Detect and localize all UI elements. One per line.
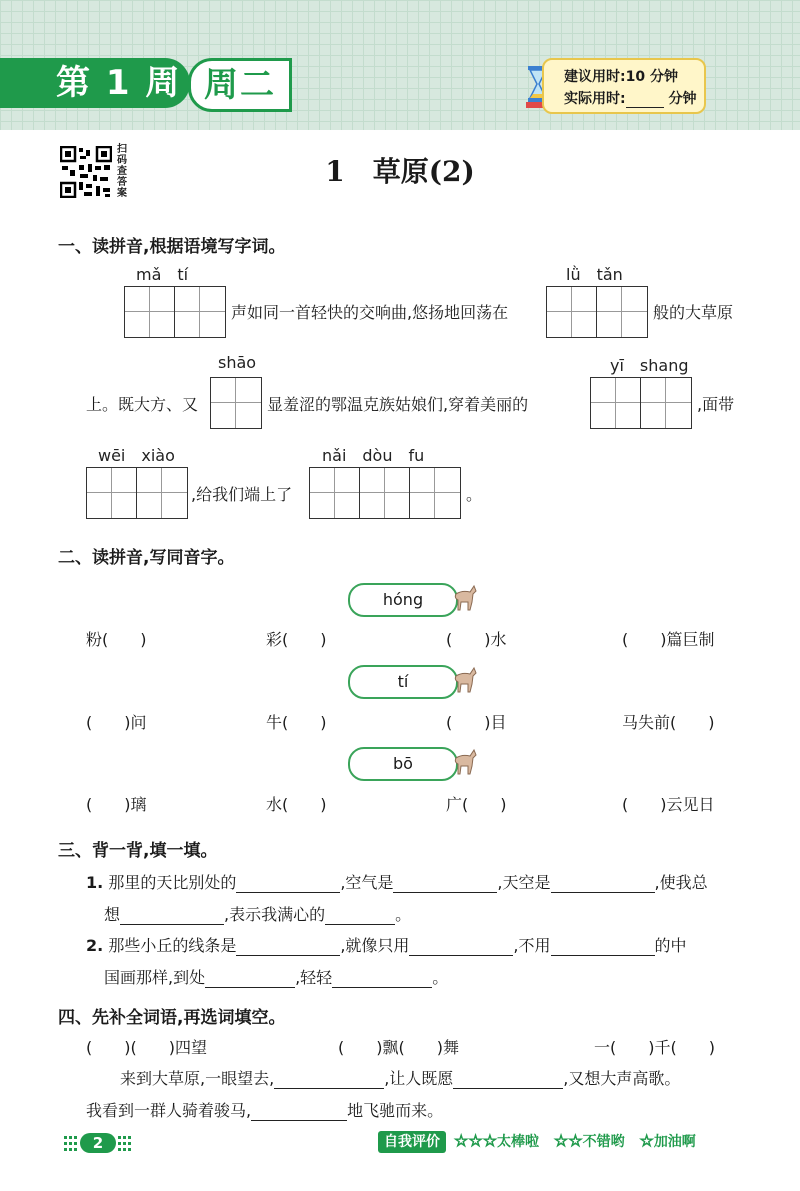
blank[interactable]: [274, 1072, 384, 1089]
section3-heading: 三、背一背,填一填。: [58, 841, 218, 861]
self-eval-label: 自我评价: [378, 1131, 446, 1153]
text-line2a: 上。既大方、又: [86, 395, 199, 414]
text-line3b: 。: [466, 485, 483, 504]
blank[interactable]: [251, 1104, 347, 1121]
idiom-item[interactable]: ( )( )四望: [86, 1038, 207, 1057]
blank[interactable]: [409, 939, 513, 956]
pinyin-naidoufu: nǎi dòu fu: [322, 446, 425, 465]
homophone-item[interactable]: 粉( ): [86, 630, 147, 649]
recite-q2-line2: 国画那样,到处 ,轻轻 。: [104, 968, 449, 987]
homophone-item[interactable]: 广( ): [446, 795, 507, 814]
pinyin-lvtan: lǜ tǎn: [566, 265, 623, 284]
star-icon: ☆☆: [553, 1131, 583, 1150]
section2-heading: 二、读拼音,写同音字。: [58, 548, 235, 568]
recite-q1-line2: 想 ,表示我满心的 。: [104, 905, 412, 924]
pinyin-pill-hong: hóng: [348, 583, 458, 617]
pinyin-pill-bo: bō: [348, 747, 458, 781]
actual-time: 实际用时: 分钟: [564, 91, 697, 107]
writing-grid-mati[interactable]: [124, 286, 226, 338]
time-box: [542, 58, 706, 114]
horse-icon: [450, 746, 480, 776]
horse-icon: [450, 582, 480, 612]
pinyin-shao: shāo: [218, 353, 257, 372]
blank[interactable]: [205, 971, 295, 988]
blank[interactable]: [551, 939, 655, 956]
suggested-time: 建议用时:10 分钟: [564, 69, 678, 85]
qr-label: 扫码查答案: [117, 144, 127, 199]
blank[interactable]: [453, 1072, 563, 1089]
homophone-item[interactable]: 彩( ): [266, 630, 327, 649]
text-line2b: 显羞涩的鄂温克族姑娘们,穿着美丽的: [267, 395, 529, 414]
page-title: 1 草原(2): [325, 155, 475, 188]
rating-try[interactable]: ☆加油啊: [639, 1131, 696, 1150]
homophone-item[interactable]: 马失前( ): [622, 713, 715, 732]
homophone-item[interactable]: ( )问: [86, 713, 147, 732]
page-number: 2: [92, 1134, 104, 1152]
blank[interactable]: [120, 908, 224, 925]
homophone-item[interactable]: ( )云见日: [622, 795, 715, 814]
homophone-item[interactable]: ( )璃: [86, 795, 147, 814]
recite-q1-line1: 1. 那里的天比别处的 ,空气是 ,天空是 ,使我总: [86, 873, 708, 892]
rating-good[interactable]: ☆☆不错哟: [553, 1131, 625, 1150]
writing-grid-naidoufu[interactable]: [309, 467, 461, 519]
homophone-item[interactable]: ( )水: [446, 630, 507, 649]
pinyin-mati: mǎ tí: [136, 265, 189, 284]
blank[interactable]: [325, 908, 395, 925]
text-line2c: ,面带: [697, 395, 735, 414]
week-tab: 第 1 周: [0, 58, 190, 108]
idiom-item[interactable]: 一( )千( ): [594, 1038, 715, 1057]
fill-sentence-1: 来到大草原,一眼望去, ,让人既愿 ,又想大声高歌。: [120, 1069, 681, 1088]
day-tab: 周二: [188, 58, 292, 112]
rating-great[interactable]: ☆☆☆太棒啦: [454, 1131, 540, 1150]
blank[interactable]: [236, 939, 340, 956]
fill-sentence-2: 我看到一群人骑着骏马, 地飞驰而来。: [86, 1101, 444, 1120]
rating-options: [454, 1131, 696, 1151]
blank[interactable]: [393, 876, 497, 893]
homophone-item[interactable]: 牛( ): [266, 713, 327, 732]
star-icon: ☆☆☆: [454, 1131, 498, 1150]
section1-heading: 一、读拼音,根据语境写字词。: [58, 237, 286, 257]
pinyin-weixiao: wēi xiào: [98, 446, 175, 465]
pinyin-pill-ti: tí: [348, 665, 458, 699]
text-line3a: ,给我们端上了: [191, 485, 293, 504]
pinyin-yishang: yī shang: [610, 356, 689, 375]
homophone-item[interactable]: ( )目: [446, 713, 507, 732]
section4-heading: 四、先补全词语,再选词填空。: [58, 1008, 286, 1028]
blank[interactable]: [332, 971, 432, 988]
blank[interactable]: [236, 876, 340, 893]
writing-grid-shao[interactable]: [210, 377, 262, 429]
homophone-item[interactable]: 水( ): [266, 795, 327, 814]
horse-icon: [450, 664, 480, 694]
actual-time-blank[interactable]: [626, 91, 664, 108]
idiom-item[interactable]: ( )飘( )舞: [338, 1038, 459, 1057]
writing-grid-yishang[interactable]: [590, 377, 692, 429]
star-icon: ☆: [639, 1131, 654, 1150]
text-line1a: 声如同一首轻快的交响曲,悠扬地回荡在: [231, 303, 509, 322]
blank[interactable]: [551, 876, 655, 893]
writing-grid-lvtan[interactable]: [546, 286, 648, 338]
writing-grid-weixiao[interactable]: [86, 467, 188, 519]
homophone-item[interactable]: ( )篇巨制: [622, 630, 715, 649]
text-line1b: 般的大草原: [653, 303, 734, 322]
recite-q2-line1: 2. 那些小丘的线条是 ,就像只用 ,不用 的中: [86, 936, 687, 955]
